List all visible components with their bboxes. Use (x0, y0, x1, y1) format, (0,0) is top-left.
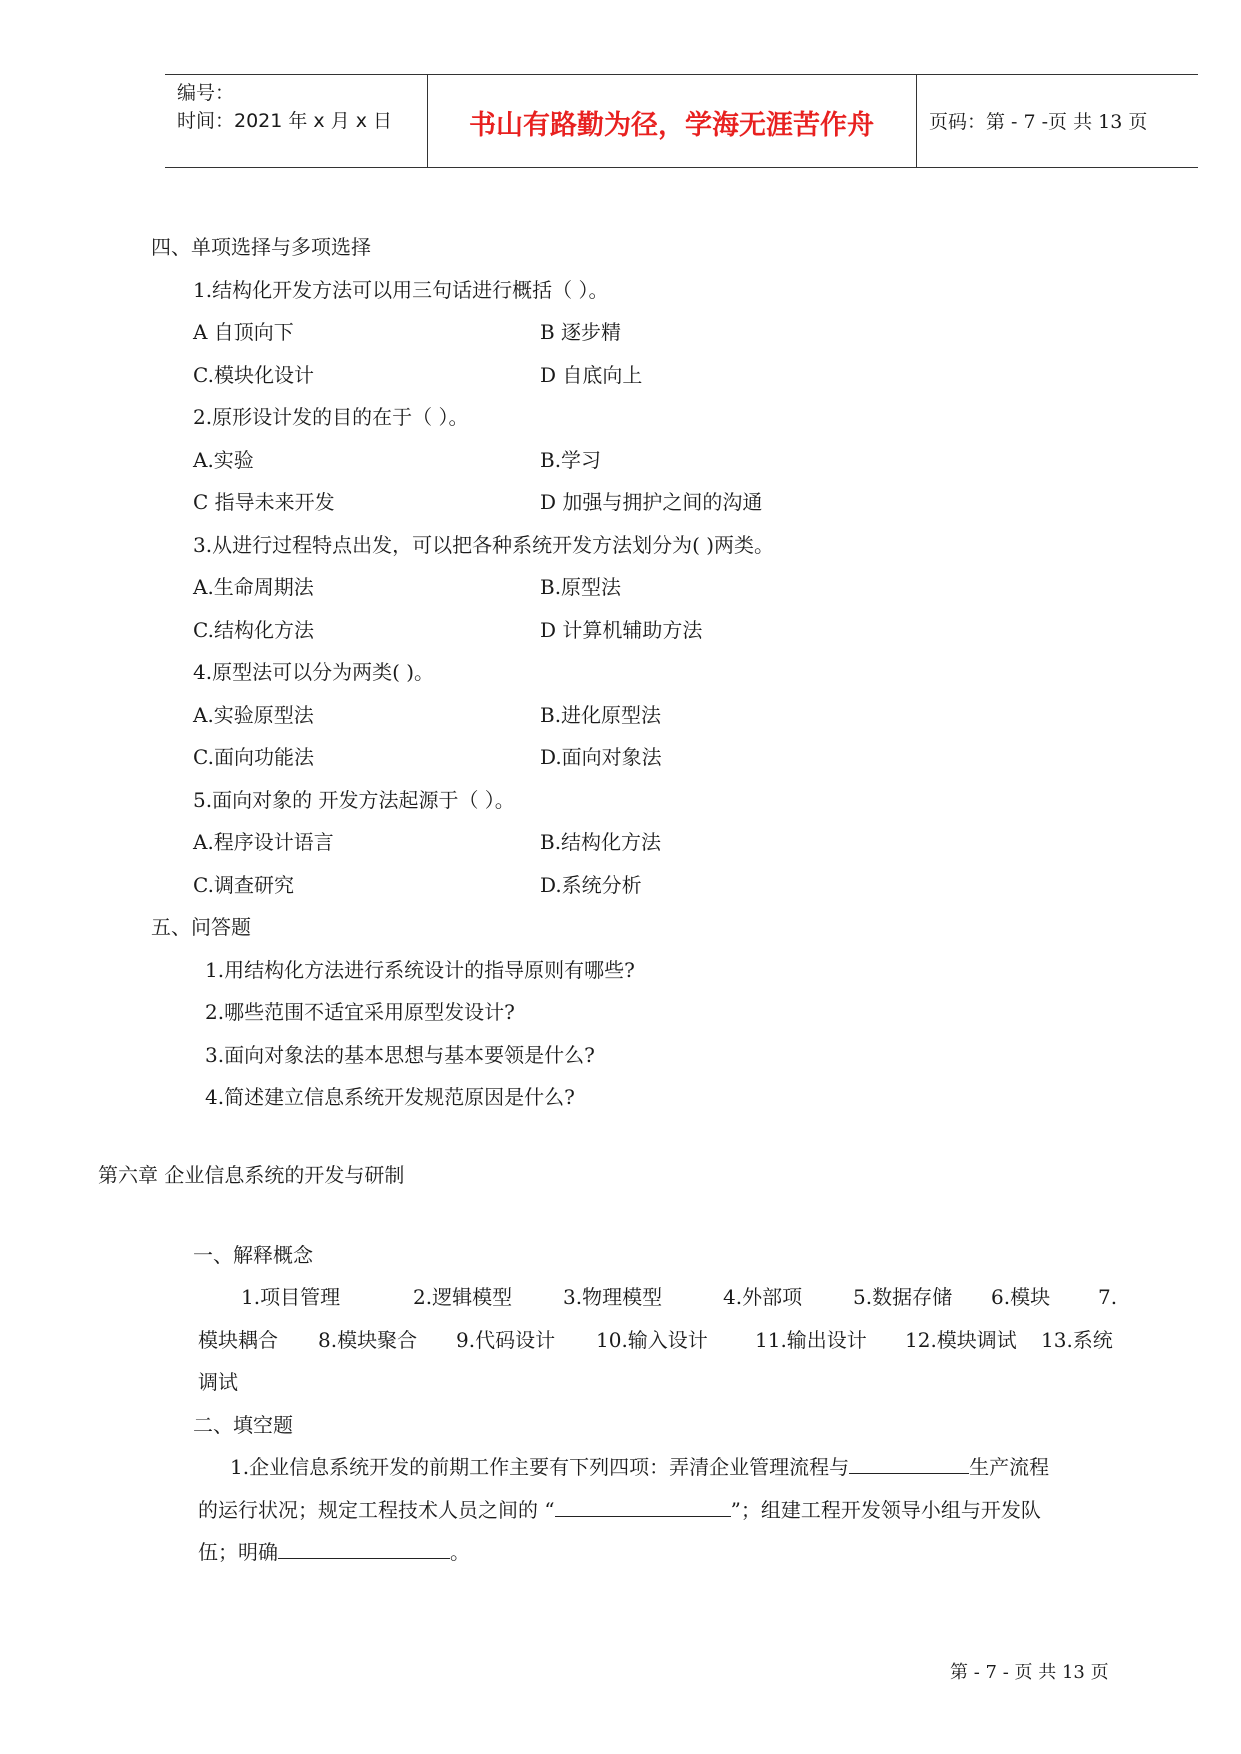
concept-item: 12.模块调试 (905, 1328, 1017, 1352)
concept-item: 5.数据存储 (853, 1285, 953, 1309)
concept-item: 1.项目管理 (241, 1285, 341, 1309)
number-label: 编号： (177, 82, 235, 104)
concept-item: 模块耦合 (198, 1328, 278, 1352)
option: C.结构化方法 (193, 618, 314, 642)
question: 4.原型法可以分为两类( )。 (193, 660, 435, 684)
question: 3.从进行过程特点出发，可以把各种系统开发方法划分为( )两类。 (193, 533, 775, 557)
section-title: 一、解释概念 (193, 1243, 313, 1267)
option: D 自底向上 (540, 363, 643, 387)
concept-item: 4.外部项 (723, 1285, 803, 1309)
fill-blank[interactable] (849, 1453, 969, 1474)
option: B.学习 (540, 448, 602, 472)
option: A.程序设计语言 (193, 830, 334, 854)
concept-item: 6.模块 (991, 1285, 1051, 1309)
essay-question: 3.面向对象法的基本思想与基本要领是什么? (205, 1043, 595, 1067)
option: A 自顶向下 (193, 320, 294, 344)
option: D 加强与拥护之间的沟通 (540, 490, 763, 514)
chapter-title: 第六章 企业信息系统的开发与研制 (98, 1163, 405, 1187)
question: 1.结构化开发方法可以用三句话进行概括（ ）。 (193, 278, 609, 302)
time-label: 时间：2021 年 x 月 x 日 (177, 110, 393, 132)
option: B.原型法 (540, 575, 622, 599)
option: B 逐步精 (540, 320, 622, 344)
concept-item: 10.输入设计 (596, 1328, 708, 1352)
section-title: 五、问答题 (151, 915, 251, 939)
essay-question: 1.用结构化方法进行系统设计的指导原则有哪些? (205, 958, 635, 982)
option: B.结构化方法 (540, 830, 662, 854)
option: D.面向对象法 (540, 745, 662, 769)
fill-line: 伍；明确 。 (198, 1540, 470, 1564)
question: 5.面向对象的 开发方法起源于（ ）。 (193, 788, 515, 812)
page-footer: 第 - 7 - 页 共 13 页 (950, 1662, 1109, 1683)
concept-item: 7. (1098, 1285, 1118, 1309)
essay-question: 2.哪些范围不适宜采用原型发设计? (205, 1000, 515, 1024)
concept-item: 2.逻辑模型 (413, 1285, 513, 1309)
fill-blank[interactable] (278, 1538, 450, 1559)
option: C 指导未来开发 (193, 490, 335, 514)
option: B.进化原型法 (540, 703, 662, 727)
fill-line: 的运行状况；规定工程技术人员之间的 “ ”；组建工程开发领导小组与开发队 (198, 1498, 1041, 1522)
option: C.模块化设计 (193, 363, 314, 387)
question: 2.原形设计发的目的在于（ ）。 (193, 405, 469, 429)
option: A.实验 (193, 448, 254, 472)
concept-item: 13.系统 (1041, 1328, 1113, 1352)
option: C.面向功能法 (193, 745, 314, 769)
option: D 计算机辅助方法 (540, 618, 703, 642)
section-title: 二、填空题 (193, 1413, 293, 1437)
concept-item: 3.物理模型 (563, 1285, 663, 1309)
option: D.系统分析 (540, 873, 642, 897)
header-divider (916, 75, 917, 167)
option: C.调查研究 (193, 873, 294, 897)
option: A.生命周期法 (193, 575, 314, 599)
header-motto: 书山有路勤为径，学海无涯苦作舟 (469, 110, 874, 141)
essay-question: 4.简述建立信息系统开发规范原因是什么? (205, 1085, 575, 1109)
header-meta (177, 79, 392, 135)
option: A.实验原型法 (193, 703, 314, 727)
fill-blank[interactable] (555, 1496, 731, 1517)
concept-item: 8.模块聚合 (318, 1328, 418, 1352)
concept-item: 调试 (198, 1370, 238, 1394)
page-header (165, 74, 1198, 168)
concept-item: 11.输出设计 (755, 1328, 867, 1352)
fill-line: 1.企业信息系统开发的前期工作主要有下列四项：弄清企业管理流程与 生产流程 (230, 1455, 1050, 1479)
section-title: 四、单项选择与多项选择 (151, 235, 371, 259)
header-page-info: 页码：第 - 7 -页 共 13 页 (929, 111, 1148, 133)
concept-item: 9.代码设计 (456, 1328, 556, 1352)
